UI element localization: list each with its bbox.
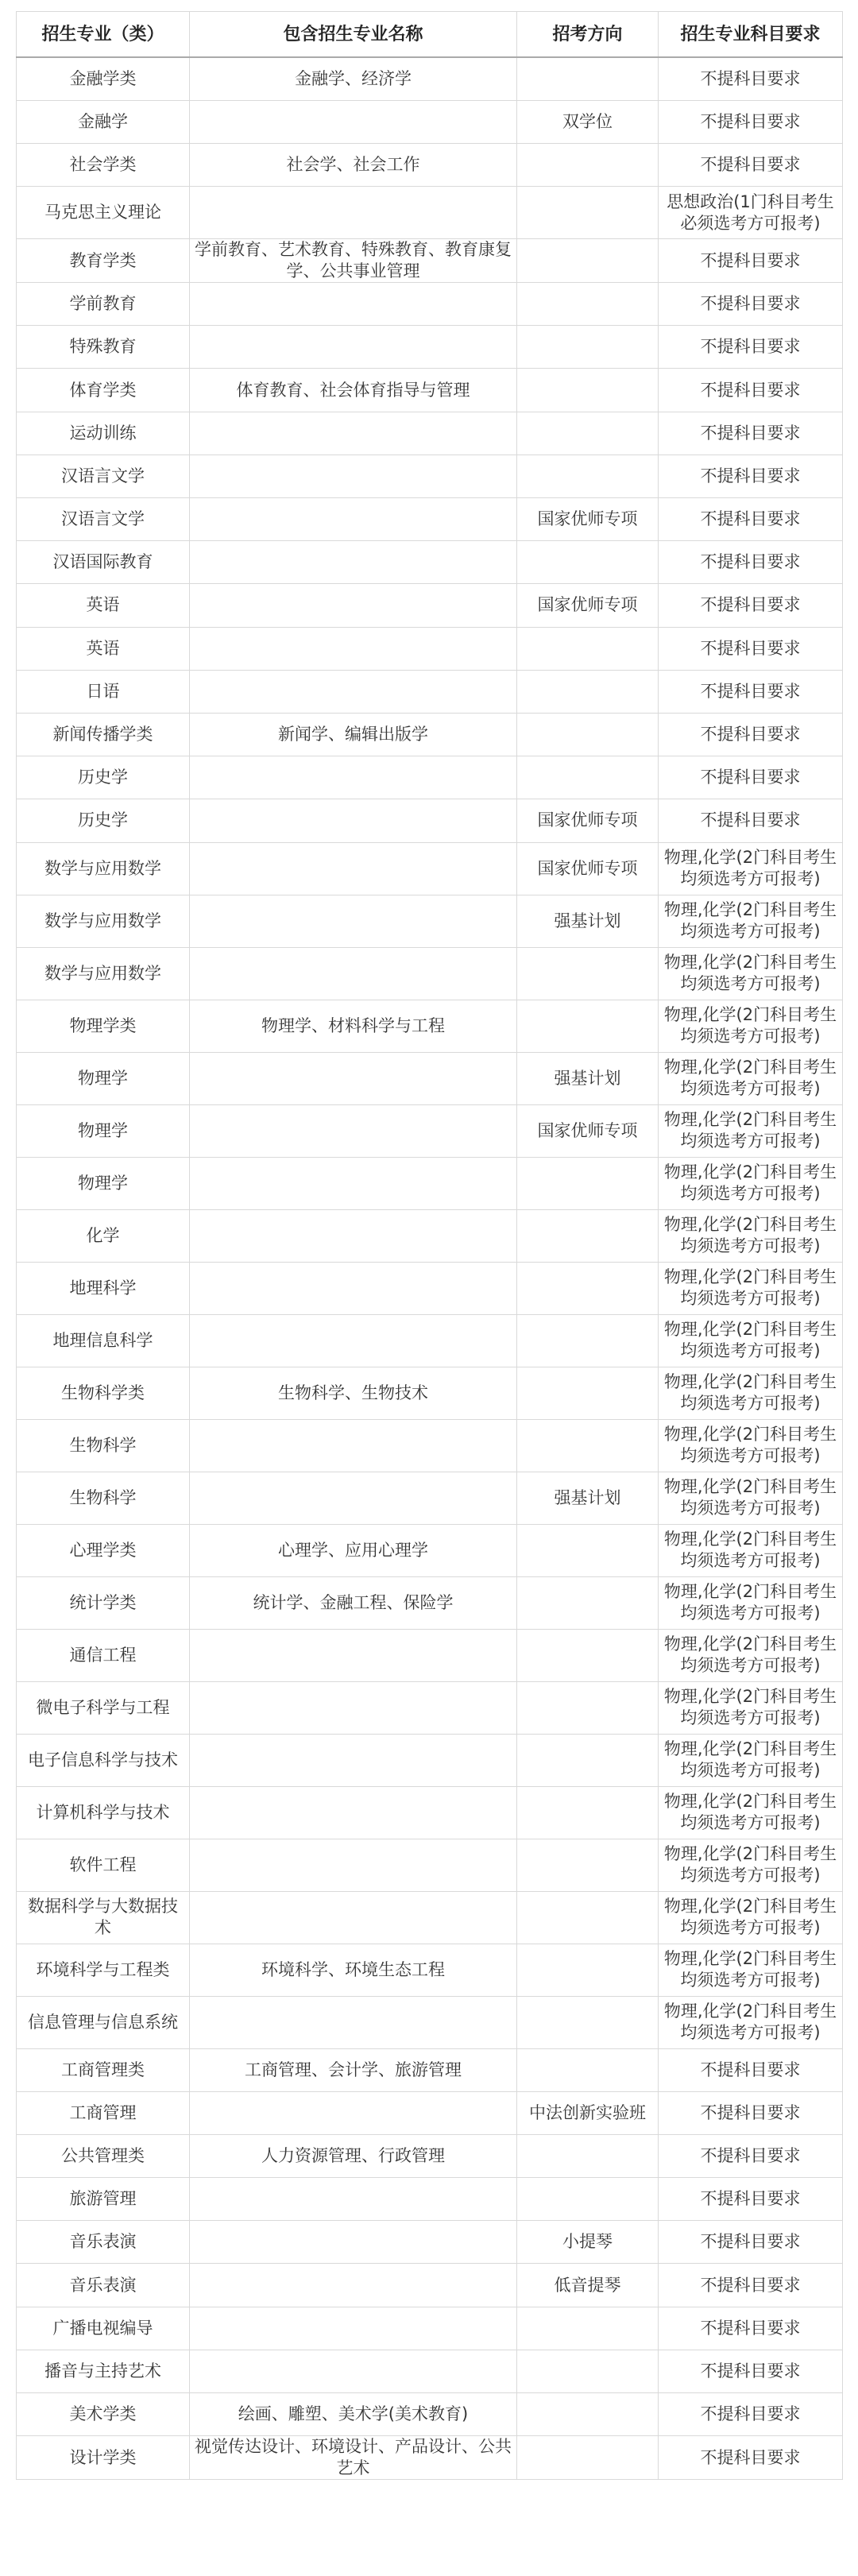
cell-major: 马克思主义理论 <box>17 187 190 239</box>
cell-included-majors: 工商管理、会计学、旅游管理 <box>190 2048 517 2091</box>
cell-major: 生物科学 <box>17 1472 190 1524</box>
cell-subject-requirement: 物理,化学(2门科目考生均须选考方可报考) <box>659 1524 843 1576</box>
cell-included-majors <box>190 1891 517 1944</box>
cell-included-majors: 心理学、应用心理学 <box>190 1524 517 1576</box>
cell-major: 数学与应用数学 <box>17 947 190 1000</box>
cell-major: 社会学类 <box>17 143 190 186</box>
cell-included-majors: 绘画、雕塑、美术学(美术教育) <box>190 2393 517 2436</box>
cell-included-majors: 社会学、社会工作 <box>190 143 517 186</box>
cell-subject-requirement: 物理,化学(2门科目考生均须选考方可报考) <box>659 1104 843 1157</box>
cell-included-majors: 新闻学、编辑出版学 <box>190 713 517 756</box>
cell-major: 英语 <box>17 627 190 670</box>
cell-major: 统计学类 <box>17 1576 190 1629</box>
cell-direction <box>517 1786 659 1839</box>
table-row <box>17 1472 843 1524</box>
cell-included-majors <box>190 1157 517 1209</box>
cell-subject-requirement: 不提科目要求 <box>659 2264 843 2307</box>
cell-direction <box>517 1839 659 1891</box>
table-row <box>17 2307 843 2350</box>
table-row <box>17 1734 843 1786</box>
cell-major: 物理学 <box>17 1052 190 1104</box>
cell-direction <box>517 1419 659 1472</box>
table-row <box>17 239 843 283</box>
cell-direction: 国家优师专项 <box>517 498 659 541</box>
cell-included-majors <box>190 1262 517 1314</box>
cell-included-majors <box>190 412 517 454</box>
table-row <box>17 1262 843 1314</box>
cell-included-majors <box>190 1052 517 1104</box>
cell-subject-requirement: 不提科目要求 <box>659 239 843 283</box>
cell-subject-requirement: 不提科目要求 <box>659 2091 843 2134</box>
cell-direction: 国家优师专项 <box>517 799 659 842</box>
table-row <box>17 1052 843 1104</box>
cell-included-majors <box>190 1209 517 1262</box>
cell-subject-requirement: 不提科目要求 <box>659 369 843 412</box>
cell-major: 化学 <box>17 1209 190 1262</box>
cell-included-majors <box>190 2264 517 2307</box>
cell-major: 物理学 <box>17 1157 190 1209</box>
cell-subject-requirement: 不提科目要求 <box>659 2134 843 2177</box>
admission-majors-table <box>16 11 843 2480</box>
cell-direction <box>517 1524 659 1576</box>
cell-included-majors <box>190 1734 517 1786</box>
cell-major: 音乐表演 <box>17 2264 190 2307</box>
table-row <box>17 369 843 412</box>
cell-included-majors: 视觉传达设计、环境设计、产品设计、公共艺术 <box>190 2436 517 2480</box>
cell-included-majors <box>190 799 517 842</box>
cell-direction <box>517 239 659 283</box>
cell-included-majors <box>190 1681 517 1734</box>
cell-subject-requirement: 不提科目要求 <box>659 584 843 627</box>
cell-included-majors: 金融学、经济学 <box>190 57 517 100</box>
cell-included-majors <box>190 326 517 369</box>
table-row <box>17 2178 843 2221</box>
cell-direction <box>517 1734 659 1786</box>
table-row <box>17 1000 843 1052</box>
cell-major: 地理信息科学 <box>17 1314 190 1367</box>
cell-direction: 双学位 <box>517 100 659 143</box>
cell-direction <box>517 756 659 799</box>
table-row <box>17 627 843 670</box>
cell-included-majors <box>190 1786 517 1839</box>
cell-major: 教育学类 <box>17 239 190 283</box>
cell-direction <box>517 2307 659 2350</box>
cell-major: 运动训练 <box>17 412 190 454</box>
cell-direction <box>517 1576 659 1629</box>
cell-direction <box>517 947 659 1000</box>
table-header-row <box>17 12 843 58</box>
table-row <box>17 2436 843 2480</box>
cell-included-majors: 生物科学、生物技术 <box>190 1367 517 1419</box>
cell-major: 新闻传播学类 <box>17 713 190 756</box>
cell-included-majors <box>190 756 517 799</box>
cell-direction <box>517 713 659 756</box>
cell-direction <box>517 1629 659 1681</box>
cell-direction <box>517 454 659 497</box>
cell-major: 软件工程 <box>17 1839 190 1891</box>
cell-major: 工商管理类 <box>17 2048 190 2091</box>
cell-subject-requirement: 物理,化学(2门科目考生均须选考方可报考) <box>659 1576 843 1629</box>
cell-major: 广播电视编导 <box>17 2307 190 2350</box>
table-row <box>17 2393 843 2436</box>
table-row <box>17 283 843 326</box>
table-row <box>17 1367 843 1419</box>
cell-included-majors <box>190 2350 517 2392</box>
table-row <box>17 2134 843 2177</box>
cell-direction <box>517 1681 659 1734</box>
cell-included-majors: 统计学、金融工程、保险学 <box>190 1576 517 1629</box>
cell-major: 数学与应用数学 <box>17 842 190 895</box>
cell-included-majors: 人力资源管理、行政管理 <box>190 2134 517 2177</box>
cell-direction: 国家优师专项 <box>517 1104 659 1157</box>
cell-major: 学前教育 <box>17 283 190 326</box>
cell-direction: 国家优师专项 <box>517 584 659 627</box>
cell-direction: 低音提琴 <box>517 2264 659 2307</box>
cell-direction <box>517 1944 659 1996</box>
cell-included-majors: 体育教育、社会体育指导与管理 <box>190 369 517 412</box>
table-row <box>17 1786 843 1839</box>
cell-major: 生物科学类 <box>17 1367 190 1419</box>
cell-major: 通信工程 <box>17 1629 190 1681</box>
cell-major: 环境科学与工程类 <box>17 1944 190 1996</box>
cell-major: 汉语国际教育 <box>17 541 190 584</box>
cell-direction <box>517 57 659 100</box>
table-row <box>17 842 843 895</box>
cell-subject-requirement: 不提科目要求 <box>659 326 843 369</box>
cell-direction <box>517 1157 659 1209</box>
cell-direction <box>517 326 659 369</box>
cell-subject-requirement: 物理,化学(2门科目考生均须选考方可报考) <box>659 1157 843 1209</box>
header-direction: 招考方向 <box>517 12 659 58</box>
table-row <box>17 2091 843 2134</box>
table-row <box>17 454 843 497</box>
cell-major: 信息管理与信息系统 <box>17 1996 190 2048</box>
table-row <box>17 799 843 842</box>
cell-included-majors: 学前教育、艺术教育、特殊教育、教育康复学、公共事业管理 <box>190 239 517 283</box>
cell-included-majors <box>190 1314 517 1367</box>
table-row <box>17 187 843 239</box>
table-row <box>17 2350 843 2392</box>
cell-major: 英语 <box>17 584 190 627</box>
cell-included-majors <box>190 498 517 541</box>
cell-subject-requirement: 物理,化学(2门科目考生均须选考方可报考) <box>659 1629 843 1681</box>
table-row <box>17 2048 843 2091</box>
cell-direction: 强基计划 <box>517 1052 659 1104</box>
cell-subject-requirement: 不提科目要求 <box>659 100 843 143</box>
cell-direction <box>517 670 659 713</box>
cell-direction <box>517 2048 659 2091</box>
cell-major: 汉语言文学 <box>17 454 190 497</box>
table-row <box>17 326 843 369</box>
cell-major: 音乐表演 <box>17 2221 190 2264</box>
cell-subject-requirement: 不提科目要求 <box>659 283 843 326</box>
cell-major: 汉语言文学 <box>17 498 190 541</box>
cell-included-majors <box>190 283 517 326</box>
cell-subject-requirement: 物理,化学(2门科目考生均须选考方可报考) <box>659 1052 843 1104</box>
table-row <box>17 1419 843 1472</box>
cell-major: 体育学类 <box>17 369 190 412</box>
table-row <box>17 947 843 1000</box>
cell-subject-requirement: 物理,化学(2门科目考生均须选考方可报考) <box>659 1209 843 1262</box>
cell-direction <box>517 2393 659 2436</box>
cell-subject-requirement: 不提科目要求 <box>659 2393 843 2436</box>
cell-direction <box>517 1209 659 1262</box>
cell-direction: 强基计划 <box>517 1472 659 1524</box>
cell-direction <box>517 2134 659 2177</box>
header-subject-requirement: 招生专业科目要求 <box>659 12 843 58</box>
cell-major: 日语 <box>17 670 190 713</box>
table-row <box>17 57 843 100</box>
cell-major: 旅游管理 <box>17 2178 190 2221</box>
table-row <box>17 541 843 584</box>
table-row <box>17 1629 843 1681</box>
table-row <box>17 713 843 756</box>
table-row <box>17 1839 843 1891</box>
cell-included-majors <box>190 670 517 713</box>
cell-subject-requirement: 不提科目要求 <box>659 454 843 497</box>
cell-subject-requirement: 物理,化学(2门科目考生均须选考方可报考) <box>659 1262 843 1314</box>
cell-direction <box>517 1262 659 1314</box>
cell-subject-requirement: 不提科目要求 <box>659 541 843 584</box>
cell-major: 地理科学 <box>17 1262 190 1314</box>
cell-subject-requirement: 物理,化学(2门科目考生均须选考方可报考) <box>659 1419 843 1472</box>
table-row <box>17 670 843 713</box>
cell-subject-requirement: 物理,化学(2门科目考生均须选考方可报考) <box>659 1000 843 1052</box>
cell-subject-requirement: 物理,化学(2门科目考生均须选考方可报考) <box>659 947 843 1000</box>
cell-subject-requirement: 不提科目要求 <box>659 2436 843 2480</box>
table-row <box>17 2221 843 2264</box>
cell-subject-requirement: 物理,化学(2门科目考生均须选考方可报考) <box>659 1786 843 1839</box>
cell-included-majors <box>190 842 517 895</box>
table-row <box>17 1681 843 1734</box>
table-row <box>17 1314 843 1367</box>
cell-included-majors <box>190 1996 517 2048</box>
table-row <box>17 143 843 186</box>
cell-included-majors <box>190 895 517 947</box>
cell-direction <box>517 1996 659 2048</box>
cell-included-majors <box>190 100 517 143</box>
cell-subject-requirement: 不提科目要求 <box>659 57 843 100</box>
cell-direction: 小提琴 <box>517 2221 659 2264</box>
cell-subject-requirement: 不提科目要求 <box>659 670 843 713</box>
cell-major: 美术学类 <box>17 2393 190 2436</box>
cell-major: 物理学类 <box>17 1000 190 1052</box>
cell-included-majors: 环境科学、环境生态工程 <box>190 1944 517 1996</box>
table-row <box>17 412 843 454</box>
table-row <box>17 2264 843 2307</box>
cell-subject-requirement: 物理,化学(2门科目考生均须选考方可报考) <box>659 1839 843 1891</box>
cell-included-majors <box>190 2178 517 2221</box>
cell-subject-requirement: 不提科目要求 <box>659 627 843 670</box>
cell-direction <box>517 143 659 186</box>
cell-included-majors <box>190 541 517 584</box>
cell-major: 电子信息科学与技术 <box>17 1734 190 1786</box>
cell-direction <box>517 1000 659 1052</box>
table-row <box>17 1157 843 1209</box>
cell-major: 工商管理 <box>17 2091 190 2134</box>
cell-direction <box>517 627 659 670</box>
cell-subject-requirement: 物理,化学(2门科目考生均须选考方可报考) <box>659 1314 843 1367</box>
cell-subject-requirement: 物理,化学(2门科目考生均须选考方可报考) <box>659 895 843 947</box>
cell-subject-requirement: 不提科目要求 <box>659 713 843 756</box>
cell-subject-requirement: 不提科目要求 <box>659 2178 843 2221</box>
table-row <box>17 1996 843 2048</box>
table-row <box>17 1209 843 1262</box>
cell-subject-requirement: 不提科目要求 <box>659 498 843 541</box>
table-row <box>17 1576 843 1629</box>
cell-direction <box>517 369 659 412</box>
cell-subject-requirement: 不提科目要求 <box>659 799 843 842</box>
cell-subject-requirement: 不提科目要求 <box>659 412 843 454</box>
cell-direction <box>517 2350 659 2392</box>
cell-subject-requirement: 物理,化学(2门科目考生均须选考方可报考) <box>659 1734 843 1786</box>
table-body <box>17 57 843 2480</box>
cell-major: 设计学类 <box>17 2436 190 2480</box>
cell-subject-requirement: 不提科目要求 <box>659 2221 843 2264</box>
cell-direction <box>517 187 659 239</box>
table-row <box>17 498 843 541</box>
cell-major: 数据科学与大数据技术 <box>17 1891 190 1944</box>
cell-major: 历史学 <box>17 799 190 842</box>
cell-included-majors <box>190 1104 517 1157</box>
cell-direction: 国家优师专项 <box>517 842 659 895</box>
cell-included-majors <box>190 1419 517 1472</box>
cell-subject-requirement: 物理,化学(2门科目考生均须选考方可报考) <box>659 842 843 895</box>
table-row <box>17 756 843 799</box>
cell-subject-requirement: 物理,化学(2门科目考生均须选考方可报考) <box>659 1944 843 1996</box>
cell-direction <box>517 412 659 454</box>
table-row <box>17 100 843 143</box>
header-major: 招生专业（类） <box>17 12 190 58</box>
cell-major: 公共管理类 <box>17 2134 190 2177</box>
cell-subject-requirement: 物理,化学(2门科目考生均须选考方可报考) <box>659 1472 843 1524</box>
cell-included-majors <box>190 1472 517 1524</box>
cell-major: 金融学类 <box>17 57 190 100</box>
cell-direction <box>517 2178 659 2221</box>
cell-included-majors <box>190 947 517 1000</box>
cell-subject-requirement: 物理,化学(2门科目考生均须选考方可报考) <box>659 1996 843 2048</box>
cell-included-majors <box>190 187 517 239</box>
cell-subject-requirement: 物理,化学(2门科目考生均须选考方可报考) <box>659 1891 843 1944</box>
cell-direction <box>517 541 659 584</box>
table-row <box>17 895 843 947</box>
cell-major: 计算机科学与技术 <box>17 1786 190 1839</box>
cell-included-majors <box>190 584 517 627</box>
cell-major: 金融学 <box>17 100 190 143</box>
header-included-majors: 包含招生专业名称 <box>190 12 517 58</box>
cell-major: 历史学 <box>17 756 190 799</box>
table-row <box>17 1104 843 1157</box>
cell-major: 数学与应用数学 <box>17 895 190 947</box>
cell-included-majors: 物理学、材料科学与工程 <box>190 1000 517 1052</box>
cell-direction <box>517 2436 659 2480</box>
cell-subject-requirement: 物理,化学(2门科目考生均须选考方可报考) <box>659 1681 843 1734</box>
cell-major: 特殊教育 <box>17 326 190 369</box>
table-row <box>17 1524 843 1576</box>
cell-subject-requirement: 不提科目要求 <box>659 2307 843 2350</box>
cell-direction <box>517 283 659 326</box>
cell-subject-requirement: 不提科目要求 <box>659 2350 843 2392</box>
cell-included-majors <box>190 627 517 670</box>
table-row <box>17 584 843 627</box>
cell-direction: 强基计划 <box>517 895 659 947</box>
table-row <box>17 1944 843 1996</box>
cell-direction <box>517 1367 659 1419</box>
cell-included-majors <box>190 2307 517 2350</box>
cell-direction: 中法创新实验班 <box>517 2091 659 2134</box>
cell-direction <box>517 1314 659 1367</box>
cell-included-majors <box>190 2221 517 2264</box>
cell-subject-requirement: 物理,化学(2门科目考生均须选考方可报考) <box>659 1367 843 1419</box>
cell-major: 心理学类 <box>17 1524 190 1576</box>
cell-included-majors <box>190 2091 517 2134</box>
cell-direction <box>517 1891 659 1944</box>
cell-subject-requirement: 思想政治(1门科目考生必须选考方可报考) <box>659 187 843 239</box>
cell-major: 播音与主持艺术 <box>17 2350 190 2392</box>
cell-major: 物理学 <box>17 1104 190 1157</box>
cell-subject-requirement: 不提科目要求 <box>659 756 843 799</box>
cell-included-majors <box>190 454 517 497</box>
cell-subject-requirement: 不提科目要求 <box>659 2048 843 2091</box>
cell-included-majors <box>190 1629 517 1681</box>
cell-subject-requirement: 不提科目要求 <box>659 143 843 186</box>
cell-major: 生物科学 <box>17 1419 190 1472</box>
cell-included-majors <box>190 1839 517 1891</box>
cell-major: 微电子科学与工程 <box>17 1681 190 1734</box>
table-row <box>17 1891 843 1944</box>
